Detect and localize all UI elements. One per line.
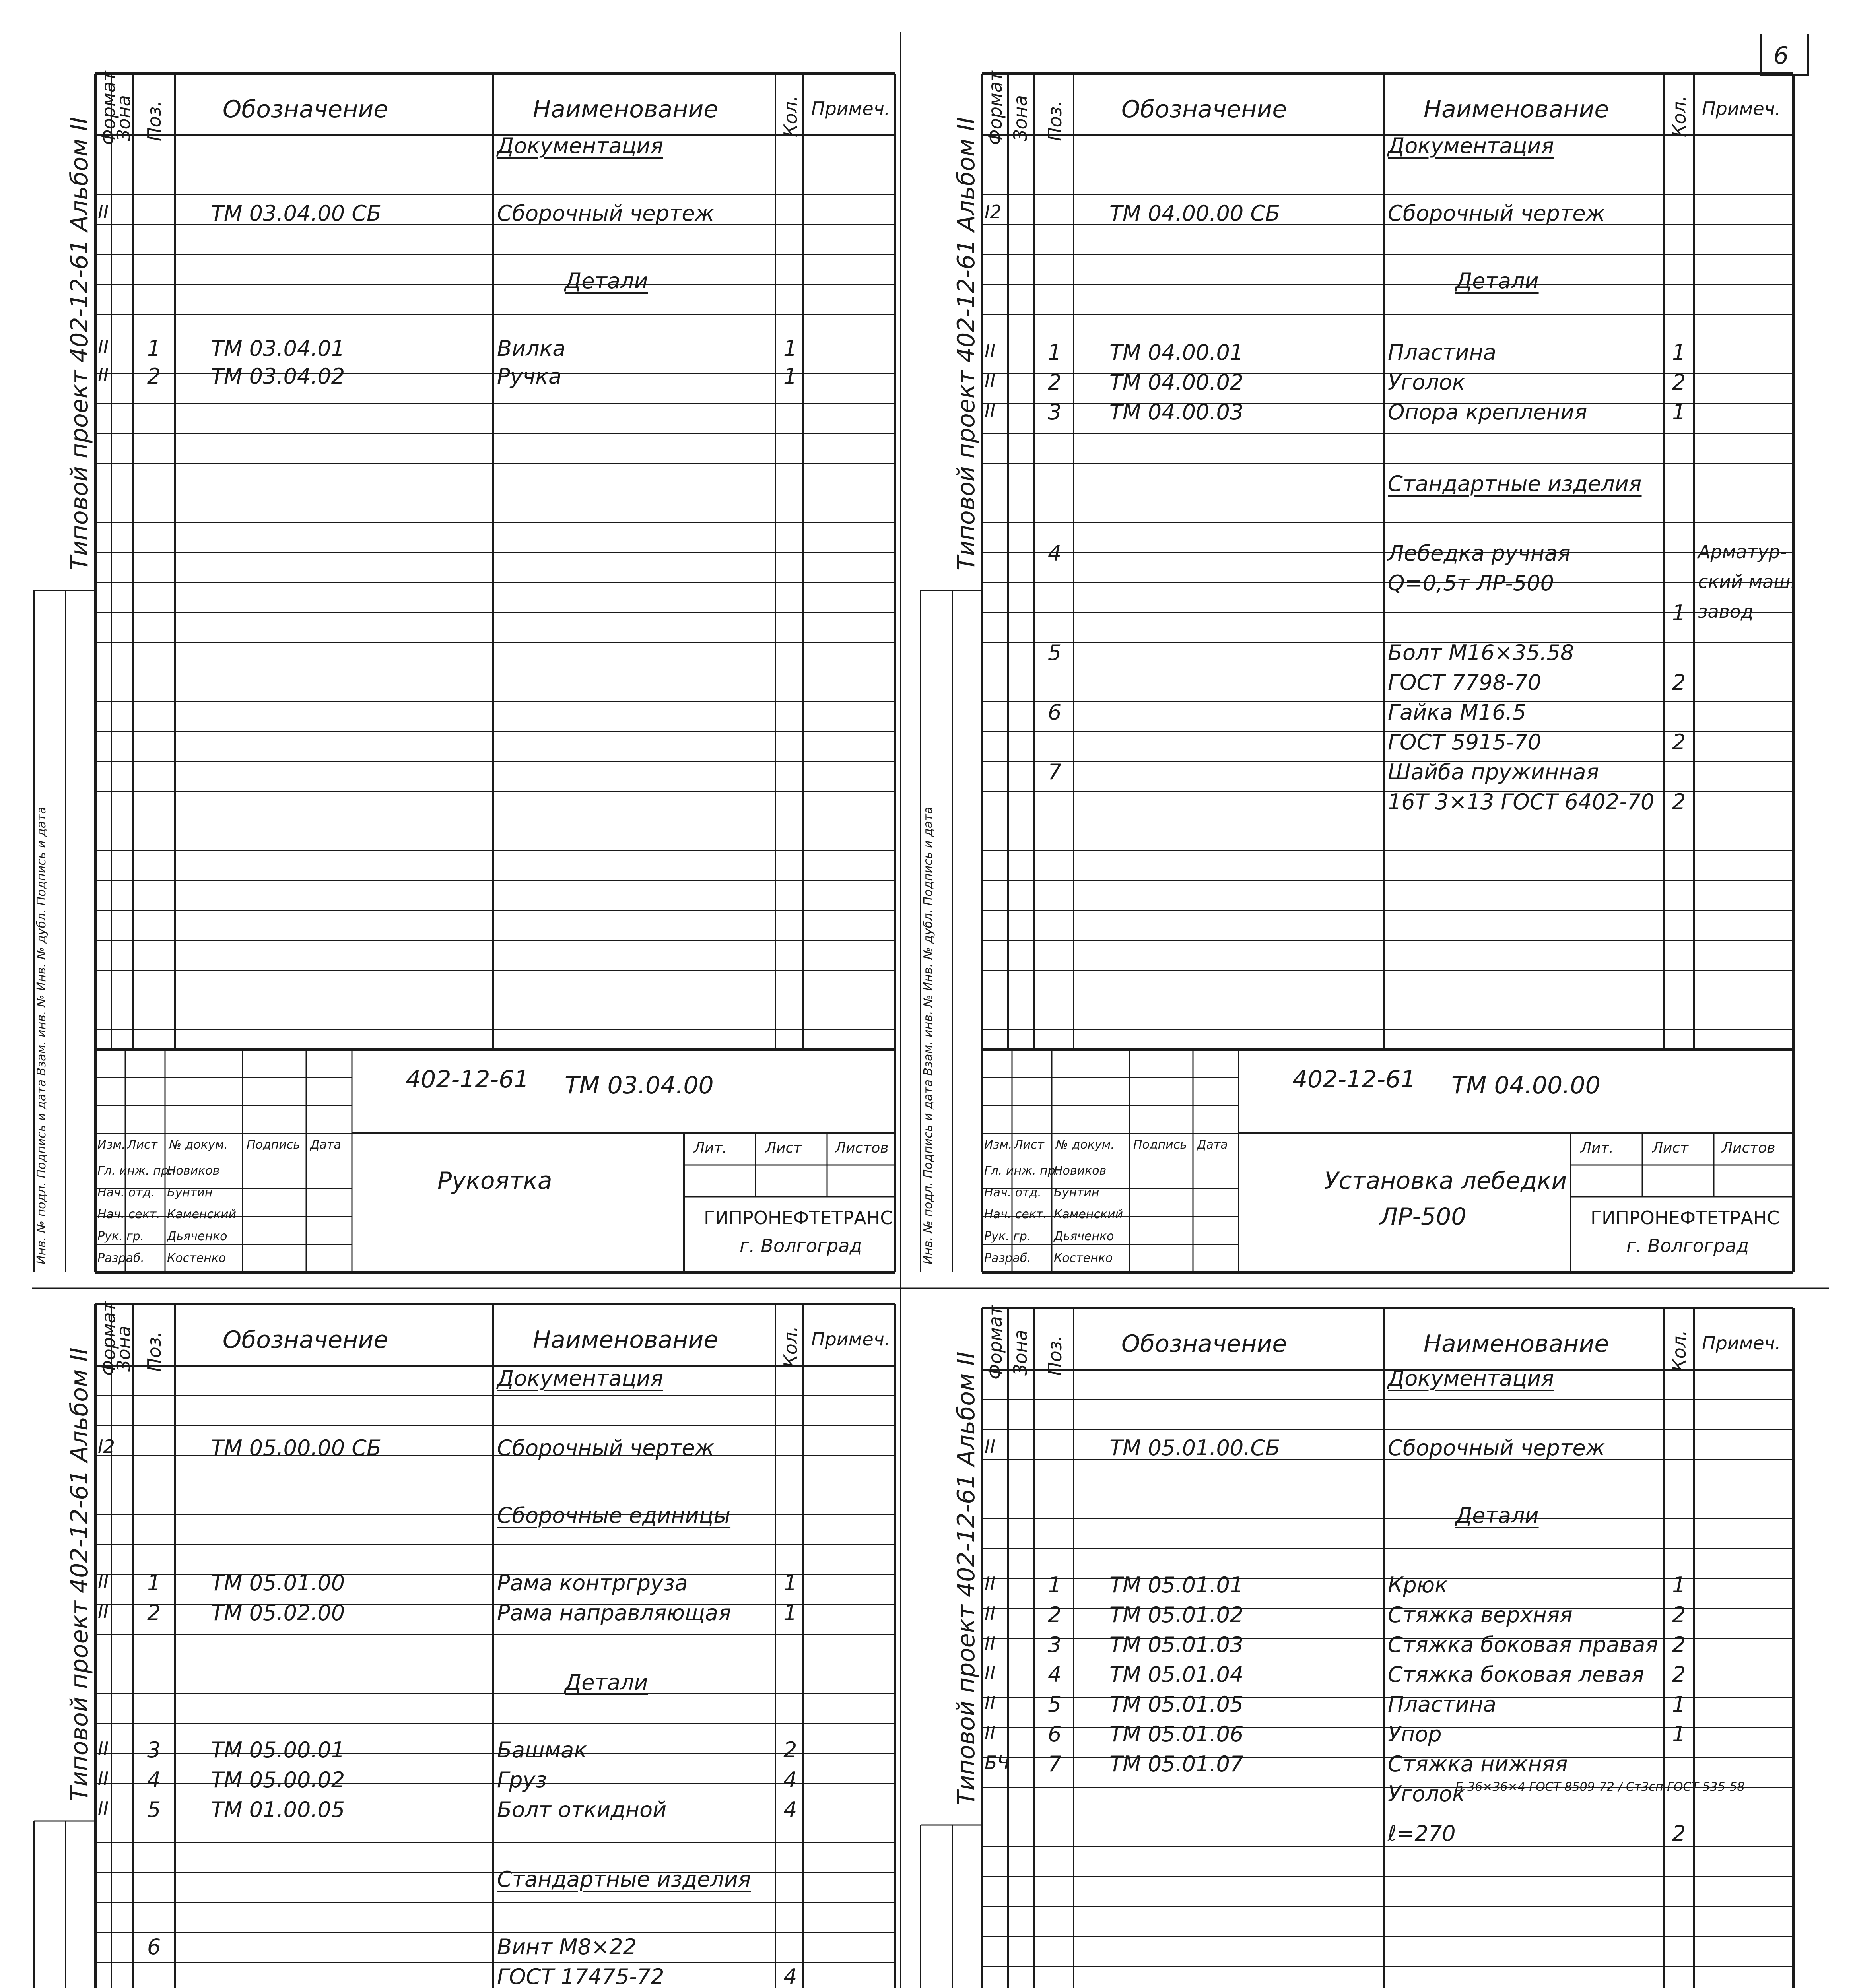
cell-name: Документация [497,1366,663,1391]
cell-format: II [98,1768,109,1789]
stamp-role: Рук. гр. [984,1229,1031,1243]
cell-qty: 4 [783,1797,797,1822]
cell-qty: 2 [1672,1632,1686,1657]
cell-pos: 3 [1048,400,1062,425]
cell-pos: 6 [1048,1722,1062,1747]
cell-designation: ТМ 05.01.04 [1109,1662,1244,1687]
cell-qty: 1 [1672,1722,1686,1747]
cell-pos: 2 [1048,1602,1062,1627]
cell-name: Рама направляющая [497,1600,731,1625]
cell-name: Пластина [1388,1692,1496,1717]
header-format: Формат [985,71,1006,145]
stamp-list-label: Лист [127,1138,158,1152]
cell-pos: 2 [1048,370,1062,395]
header-zone: Зона [113,1326,134,1372]
stamp-person-name: Бунтин [1054,1186,1099,1200]
cell-name: Документация [1388,133,1554,158]
stamp-ndoc-label: № докум. [169,1138,228,1152]
cell-format: II [98,1601,109,1622]
cell-qty: 1 [1672,400,1686,425]
cell-name-extra: Б 36×36×4 ГОСТ 8509-72 / Ст3сп ГОСТ 535-58 [1455,1780,1745,1794]
cell-designation: ТМ 05.01.02 [1109,1602,1244,1627]
header-name: Наименование [533,1326,719,1354]
stamp-role: Разраб. [984,1251,1031,1265]
stamp-project-code: 402-12-61 [406,1066,529,1093]
cell-qty: 2 [1672,1602,1686,1627]
header-zone: Зона [1010,95,1031,141]
header-pos: Поз. [1044,1335,1066,1376]
stamp-city: г. Волгоград [740,1235,862,1256]
cell-pos: 6 [1048,700,1062,725]
header-pos: Поз. [1044,101,1066,141]
cell-pos: 7 [1048,759,1062,784]
stamp-ndoc-label: № докум. [1056,1138,1115,1152]
stamp-role: Нач. сект. [984,1208,1047,1221]
stamp-person-name: Дьяченко [1054,1229,1114,1243]
header-pos: Поз. [144,101,165,141]
stamp-person-name: Костенко [167,1251,226,1265]
cell-name: Q=0,5т ЛР-500 [1388,571,1554,596]
cell-format: II [985,1603,996,1624]
cell-qty: 1 [1672,1573,1686,1598]
cell-designation: ТМ 05.01.07 [1109,1751,1244,1776]
header-pos: Поз. [144,1331,165,1372]
cell-name: Вилка [497,336,566,361]
cell-format: II [985,1722,996,1743]
cell-name: Стяжка боковая правая [1388,1632,1658,1657]
cell-name: Детали [565,268,648,293]
cell-name: ℓ=270 [1388,1821,1456,1846]
cell-pos: 3 [147,1738,161,1763]
stamp-title: Рукоятка [437,1167,552,1195]
cell-name: Гайка М16.5 [1388,700,1526,725]
cell-pos: 5 [1048,1692,1062,1717]
cell-qty: 2 [1672,670,1686,695]
cell-format: II [985,400,996,421]
stamp-izm-label: Изм. [984,1138,1012,1152]
cell-name: Крюк [1388,1573,1448,1598]
stamp-person-name: Костенко [1054,1251,1113,1265]
cell-qty: 2 [1672,1662,1686,1687]
cell-name: ГОСТ 17475-72 [497,1964,664,1988]
cell-designation: ТМ 05.01.05 [1109,1692,1244,1717]
cell-qty: 1 [1672,1692,1686,1717]
cell-name: Болт М16×35.58 [1388,640,1574,665]
cell-format: II [98,364,109,386]
cell-name: Ручка [497,364,562,389]
cell-format: I2 [98,1436,115,1457]
stamp-organization: ГИПРОНЕФТЕТРАНС [1591,1207,1780,1229]
cell-name: Груз [497,1767,547,1792]
cell-name: Детали [565,1670,648,1695]
header-note: Примеч. [811,1328,890,1350]
cell-pos: 1 [1048,340,1062,365]
stamp-role: Разраб. [97,1251,144,1265]
cell-name: Уголок [1388,1781,1465,1806]
stamp-date-label: Дата [310,1138,341,1152]
cell-qty: 1 [783,364,797,389]
header-name: Наименование [1424,95,1609,123]
header-designation: Обозначение [223,95,388,123]
cell-name: Детали [1455,268,1539,293]
stamp-person-name: Каменский [167,1208,236,1221]
cell-format: II [98,1798,109,1819]
header-designation: Обозначение [223,1326,388,1354]
stamp-role: Гл. инж. пр. [984,1164,1059,1178]
cell-name: ГОСТ 5915-70 [1388,730,1542,755]
stamp-lit-label: Лит. [694,1140,727,1156]
header-name: Наименование [1424,1330,1609,1358]
cell-qty: 1 [783,1571,797,1596]
stamp-sign-label: Подпись [1133,1138,1187,1152]
stamp-role: Рук. гр. [97,1229,144,1243]
cell-name: Детали [1455,1503,1539,1528]
cell-qty: 4 [783,1767,797,1792]
side-stamp-labels: Инв. № подл. Подпись и дата Взам. инв. № Инв. № дубл. Подпись и дата [35,806,49,1264]
cell-note: завод [1698,601,1754,622]
stamp-title-line2: ЛР-500 [1380,1203,1467,1231]
cell-qty: 1 [1672,340,1686,365]
stamp-sheet-label: Лист [765,1140,802,1156]
header-designation: Обозначение [1121,1330,1287,1358]
cell-format: БЧ [985,1752,1010,1773]
cell-designation: ТМ 05.01.03 [1109,1632,1244,1657]
cell-name: Пластина [1388,340,1496,365]
stamp-izm-label: Изм. [97,1138,126,1152]
cell-name: Башмак [497,1738,587,1763]
cell-name: Стяжка верхняя [1388,1602,1573,1627]
cell-format: II [985,1662,996,1684]
cell-name: Стяжка боковая левая [1388,1662,1644,1687]
cell-qty: 1 [783,336,797,361]
header-format: Формат [985,1305,1006,1380]
side-project-label: Типовой проект 402-12-61 Альбом II [66,117,93,571]
side-project-label: Типовой проект 402-12-61 Альбом II [66,1347,93,1801]
cell-format: II [98,1571,109,1592]
cell-name: Сборочный чертеж [497,201,715,226]
cell-designation: ТМ 05.02.00 [211,1600,345,1625]
cell-designation: ТМ 05.00.02 [211,1767,345,1792]
cell-pos: 5 [1048,640,1062,665]
cell-designation: ТМ 03.04.01 [211,336,345,361]
side-stamp-labels: Инв. № подл. Подпись и дата Взам. инв. № Инв. № дубл. Подпись и дата [921,806,935,1264]
cell-format: II [985,370,996,392]
cell-name: Рама контргруза [497,1571,688,1596]
cell-designation: ТМ 04.00.03 [1109,400,1244,425]
cell-format: II [985,1436,996,1457]
stamp-role: Нач. отд. [97,1186,155,1200]
stamp-person-name: Новиков [167,1164,220,1178]
stamp-role: Нач. сект. [97,1208,160,1221]
stamp-person-name: Дьяченко [167,1229,227,1243]
stamp-person-name: Каменский [1054,1208,1123,1221]
cell-designation: ТМ 04.00.02 [1109,370,1244,395]
cell-format: II [98,336,109,358]
cell-designation: ТМ 03.04.02 [211,364,345,389]
cell-name: Стяжка нижняя [1388,1751,1568,1776]
cell-name: ГОСТ 7798-70 [1388,670,1542,695]
cell-pos: 1 [147,336,161,361]
cell-name: Документация [497,133,663,158]
cell-pos: 7 [1048,1751,1062,1776]
cell-pos: 2 [147,364,161,389]
cell-qty: 1 [783,1600,797,1625]
header-zone: Зона [1010,1330,1031,1376]
cell-name: Сборочные единицы [497,1503,731,1528]
cell-name: Сборочный чертеж [1388,201,1605,226]
cell-name: Сборочный чертеж [1388,1435,1605,1460]
side-project-label: Типовой проект 402-12-61 Альбом II [952,1351,980,1805]
cell-designation: ТМ 05.00.01 [211,1738,345,1763]
cell-name: Уголок [1388,370,1465,395]
header-format: Формат [98,1301,119,1376]
cell-format: II [98,1738,109,1759]
cell-format: II [985,1633,996,1654]
stamp-doc-code: ТМ 04.00.00 [1451,1072,1601,1099]
cell-designation: ТМ 05.00.00 СБ [211,1435,382,1460]
side-project-label: Типовой проект 402-12-61 Альбом II [952,117,980,571]
stamp-role: Гл. инж. пр. [97,1164,173,1178]
header-designation: Обозначение [1121,95,1287,123]
cell-name: Винт М8×22 [497,1934,637,1959]
stamp-list-label: Лист [1014,1138,1045,1152]
header-note: Примеч. [1702,1332,1781,1354]
cell-name: Стандартные изделия [1388,471,1642,496]
header-zone: Зона [113,95,134,141]
stamp-role: Нач. отд. [984,1186,1041,1200]
cell-pos: 1 [147,1571,161,1596]
stamp-sheets-label: Листов [1722,1140,1775,1156]
cell-qty: 1 [1672,600,1686,625]
cell-format: II [985,1692,996,1714]
cell-format: II [985,340,996,362]
cell-name: Шайба пружинная [1388,759,1599,784]
stamp-person-name: Новиков [1054,1164,1107,1178]
cell-name: Упор [1388,1722,1442,1747]
cell-designation: ТМ 05.01.00 [211,1571,345,1596]
cell-designation: ТМ 01.00.05 [211,1797,345,1822]
cell-name: 16Т 3×13 ГОСТ 6402-70 [1388,789,1655,814]
stamp-city: г. Волгоград [1626,1235,1749,1256]
cell-pos: 1 [1048,1573,1062,1598]
cell-designation: ТМ 03.04.00 СБ [211,201,382,226]
cell-qty: 2 [1672,370,1686,395]
cell-note: ский маш. [1698,571,1797,592]
sheet-number: 6 [1773,42,1789,70]
stamp-sign-label: Подпись [247,1138,300,1152]
stamp-date-label: Дата [1197,1138,1228,1152]
header-qty: Кол. [780,95,801,137]
cell-qty: 2 [783,1738,797,1763]
cell-qty: 2 [1672,789,1686,814]
cell-name: Болт откидной [497,1797,667,1822]
cell-designation: ТМ 05.01.01 [1109,1573,1244,1598]
stamp-organization: ГИПРОНЕФТЕТРАНС [704,1207,893,1229]
cell-format: II [98,201,109,223]
cell-pos: 4 [147,1767,161,1792]
cell-name: Сборочный чертеж [497,1435,715,1460]
cell-designation: ТМ 04.00.00 СБ [1109,201,1280,226]
cell-name: Стандартные изделия [497,1867,751,1892]
header-format: Формат [98,71,119,145]
stamp-person-name: Бунтин [167,1186,213,1200]
stamp-project-code: 402-12-61 [1292,1066,1416,1093]
cell-pos: 4 [1048,1662,1062,1687]
cell-note: Арматур- [1698,541,1787,563]
header-note: Примеч. [811,98,890,119]
cell-format: II [985,1573,996,1594]
cell-name: Лебедка ручная [1388,541,1571,566]
stamp-sheet-label: Лист [1652,1140,1689,1156]
cell-pos: 6 [147,1934,161,1959]
cell-name: Опора крепления [1388,400,1587,425]
cell-pos: 4 [1048,541,1062,566]
cell-pos: 2 [147,1600,161,1625]
cell-qty: 2 [1672,730,1686,755]
stamp-lit-label: Лит. [1581,1140,1614,1156]
cell-pos: 3 [1048,1632,1062,1657]
header-qty: Кол. [780,1326,801,1368]
cell-designation: ТМ 05.01.00.СБ [1109,1435,1280,1460]
cell-designation: ТМ 04.00.01 [1109,340,1244,365]
cell-pos: 5 [147,1797,161,1822]
header-name: Наименование [533,95,719,123]
cell-designation: ТМ 05.01.06 [1109,1722,1244,1747]
header-qty: Кол. [1669,1330,1690,1372]
header-qty: Кол. [1669,95,1690,137]
cell-format: I2 [985,201,1002,223]
header-note: Примеч. [1702,98,1781,119]
stamp-sheets-label: Листов [835,1140,889,1156]
stamp-doc-code: ТМ 03.04.00 [565,1072,714,1099]
cell-qty: 2 [1672,1821,1686,1846]
cell-qty: 4 [783,1964,797,1988]
stamp-title: Установка лебедки [1324,1167,1567,1195]
cell-name: Документация [1388,1366,1554,1391]
